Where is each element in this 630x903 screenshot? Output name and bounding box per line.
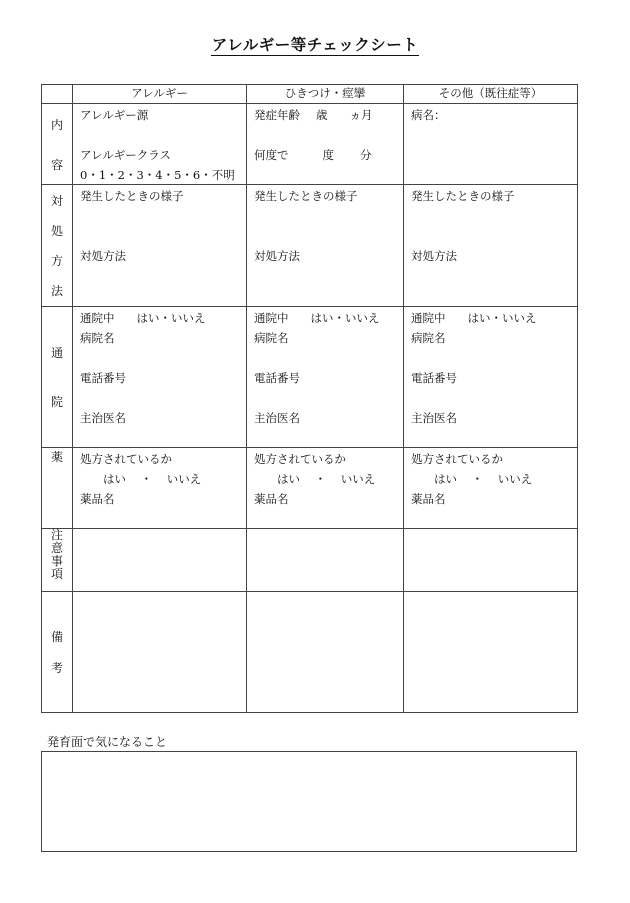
visiting-line: 通院中 はい・いいえ (254, 311, 380, 325)
column-header-seizure: ひきつけ・痙攣 (247, 85, 404, 104)
row-medicine (42, 448, 578, 529)
prescribed-label: 処方されているか (80, 452, 172, 466)
method-label: 対処方法 (80, 249, 126, 263)
cell-response-allergy[interactable] (73, 185, 247, 307)
cell-remarks-allergy[interactable] (73, 592, 247, 713)
doctor-label: 主治医名 (254, 411, 300, 425)
visiting-line: 通院中 はい・いいえ (80, 311, 206, 325)
row-response (42, 185, 578, 307)
cell-hospital-allergy[interactable] (73, 307, 247, 448)
yes-no-line: はい ・ いいえ (434, 472, 533, 486)
hospital-name-label: 病院名 (254, 331, 289, 345)
row-label-hospital: 通 院 (42, 307, 73, 448)
cell-content-allergy[interactable] (73, 104, 247, 185)
cell-hospital-seizure[interactable] (247, 307, 404, 448)
row-label-medicine: 薬 (42, 448, 73, 529)
development-box[interactable] (41, 751, 577, 852)
cell-notes-seizure[interactable] (247, 529, 404, 592)
header-corner (42, 85, 73, 104)
row-hospital (42, 307, 578, 448)
phone-label: 電話番号 (80, 371, 126, 385)
onset-age-line: 発症年齢 歳 ヵ月 (254, 108, 373, 122)
drug-name-label: 薬品名 (80, 492, 115, 506)
method-label: 対処方法 (411, 249, 457, 263)
prescribed-label: 処方されているか (411, 452, 503, 466)
doctor-label: 主治医名 (80, 411, 126, 425)
row-content (42, 104, 578, 185)
cell-content-other[interactable] (404, 104, 578, 185)
row-label-notes: 注 意 事 項 (42, 529, 73, 592)
column-header-other: その他（既往症等） (404, 85, 578, 104)
row-notes (42, 529, 578, 592)
prescribed-label: 処方されているか (254, 452, 346, 466)
visiting-line: 通院中 はい・いいえ (411, 311, 537, 325)
cell-medicine-seizure[interactable] (247, 448, 404, 529)
cell-content-seizure[interactable] (247, 104, 404, 185)
page-title: アレルギー等チェックシート (211, 35, 419, 54)
header-row (42, 85, 578, 104)
drug-name-label: 薬品名 (254, 492, 289, 506)
disease-name-label: 病名： (411, 108, 446, 122)
row-label-response: 対 処 方 法 (42, 185, 73, 307)
cell-response-other[interactable] (404, 185, 578, 307)
row-remarks (42, 592, 578, 713)
phone-label: 電話番号 (254, 371, 300, 385)
cell-medicine-allergy[interactable] (73, 448, 247, 529)
situation-label: 発生したときの様子 (80, 189, 184, 203)
allergy-class-label: アレルギークラス (80, 148, 171, 162)
situation-label: 発生したときの様子 (254, 189, 358, 203)
cell-remarks-seizure[interactable] (247, 592, 404, 713)
cell-notes-allergy[interactable] (73, 529, 247, 592)
temperature-line: 何度で 度 分 (254, 148, 372, 162)
yes-no-line: はい ・ いいえ (103, 472, 202, 486)
cell-hospital-other[interactable] (404, 307, 578, 448)
method-label: 対処方法 (254, 249, 300, 263)
row-label-remarks: 備 考 (42, 592, 73, 713)
development-label: 発育面で気になること (47, 735, 168, 749)
yes-no-line: はい ・ いいえ (277, 472, 376, 486)
doctor-label: 主治医名 (411, 411, 457, 425)
cell-notes-other[interactable] (404, 529, 578, 592)
situation-label: 発生したときの様子 (411, 189, 515, 203)
hospital-name-label: 病院名 (411, 331, 446, 345)
check-sheet-table (41, 84, 578, 713)
row-label-content: 内 容 (42, 104, 73, 185)
allergy-class-options: 0・1・2・3・4・5・6・不明 (80, 168, 235, 182)
column-header-allergy: アレルギー (73, 85, 247, 104)
drug-name-label: 薬品名 (411, 492, 446, 506)
allergy-source-label: アレルギー源 (80, 108, 149, 122)
phone-label: 電話番号 (411, 371, 457, 385)
cell-medicine-other[interactable] (404, 448, 578, 529)
cell-response-seizure[interactable] (247, 185, 404, 307)
cell-remarks-other[interactable] (404, 592, 578, 713)
hospital-name-label: 病院名 (80, 331, 115, 345)
